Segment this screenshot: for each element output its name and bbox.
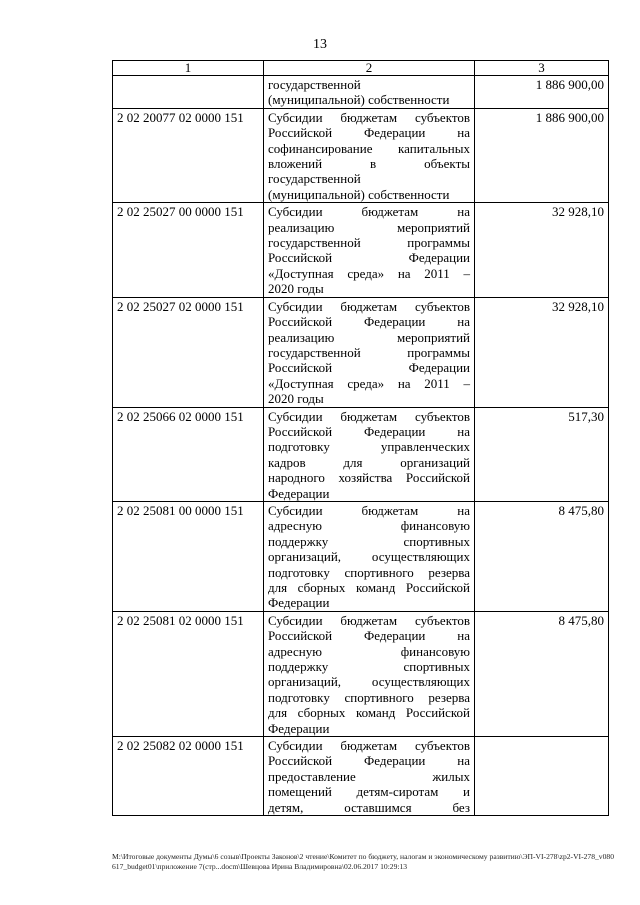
description-line: Федерации <box>268 485 330 501</box>
budget-code-cell: 2 02 25027 02 0000 151 <box>113 297 264 407</box>
description-line: кадров для организаций <box>268 454 470 470</box>
description-line: вложений в объекты <box>268 156 470 172</box>
description-line: организаций, осуществляющих <box>268 549 470 565</box>
description-line: для сборных команд Российской <box>268 580 470 595</box>
budget-code-cell: 2 02 20077 02 0000 151 <box>113 108 264 202</box>
description-line: для сборных команд Российской <box>268 705 470 721</box>
table-row <box>113 611 609 736</box>
table-row <box>113 108 609 202</box>
budget-code-cell: 2 02 25081 00 0000 151 <box>113 501 264 611</box>
description-line: поддержку спортивных <box>268 659 470 675</box>
budget-code-cell <box>113 76 264 109</box>
description-line: государственной <box>268 77 361 92</box>
description-line: подготовку спортивного резерва <box>268 689 470 705</box>
description-line: Российской Федерации <box>268 250 470 266</box>
description-line: предоставление жилых <box>268 768 470 784</box>
description-cell <box>264 76 475 109</box>
amount-cell: 32 928,10 <box>475 203 609 297</box>
description-line: Федерации <box>268 595 330 611</box>
amount-cell: 1 886 900,00 <box>475 76 609 109</box>
description-line: детям, оставшимся без <box>268 799 470 815</box>
amount-cell: 32 928,10 <box>475 297 609 407</box>
description-line: Российской Федерации на <box>268 314 470 330</box>
description-line: Субсидии бюджетам субъектов <box>268 612 470 628</box>
description-line: Субсидии бюджетам субъектов <box>268 738 470 754</box>
description-line: Российской Федерации на <box>268 753 470 769</box>
budget-code-cell: 2 02 25066 02 0000 151 <box>113 407 264 501</box>
description-line: адресную финансовую <box>268 518 470 534</box>
description-line: 2020 годы <box>268 281 324 297</box>
description-line: подготовку управленческих <box>268 439 470 455</box>
budget-code-cell: 2 02 25082 02 0000 151 <box>113 737 264 816</box>
description-line: (муниципальной) собственности <box>268 186 450 202</box>
table-row <box>113 76 609 109</box>
amount-cell: 8 475,80 <box>475 611 609 736</box>
description-line: реализацию мероприятий <box>268 219 470 235</box>
description-cell <box>264 108 475 202</box>
description-line: народного хозяйства Российской <box>268 470 470 486</box>
description-line: Российской Федерации на <box>268 628 470 644</box>
column-header-description: 2 <box>264 61 475 76</box>
description-line: поддержку спортивных <box>268 533 470 549</box>
description-line: государственной программы <box>268 344 470 360</box>
description-line: 2020 годы <box>268 391 324 407</box>
description-cell <box>264 501 475 611</box>
table-body <box>113 76 609 816</box>
amount-cell <box>475 737 609 816</box>
document-path-footer: М:\Итоговые документы Думы\6 созыв\Проекты Законов\2 чтение\Комитет по бюджету, налогам и экономическому развитию\ЭП-VI-278\zp2-VI-278_v080617_budget01\приложение 7(стр...docm\Шевцова Ирина Владимировна\02.06.2017 10:29:13 <box>112 852 614 871</box>
description-line: Субсидии бюджетам субъектов <box>268 109 470 125</box>
table-row <box>113 407 609 501</box>
column-header-amount: 3 <box>475 61 609 76</box>
description-line: адресную финансовую <box>268 643 470 659</box>
description-cell <box>264 737 475 816</box>
description-cell <box>264 203 475 297</box>
description-line: Российской Федерации <box>268 360 470 376</box>
description-line: государственной программы <box>268 235 470 251</box>
description-line: софинансирование капитальных <box>268 140 470 156</box>
description-line: Российской Федерации на <box>268 125 470 141</box>
description-line: «Доступная среда» на 2011 – <box>268 265 470 281</box>
amount-cell: 1 886 900,00 <box>475 108 609 202</box>
description-line: Субсидии бюджетам субъектов <box>268 298 470 314</box>
table-row <box>113 297 609 407</box>
description-cell <box>264 407 475 501</box>
description-line: организаций, осуществляющих <box>268 674 470 690</box>
page-number: 13 <box>313 37 327 52</box>
amount-cell: 517,30 <box>475 407 609 501</box>
description-line: подготовку спортивного резерва <box>268 564 470 580</box>
table-row <box>113 501 609 611</box>
table-row <box>113 203 609 297</box>
description-cell <box>264 297 475 407</box>
column-header-code: 1 <box>113 61 264 76</box>
budget-code-cell: 2 02 25081 02 0000 151 <box>113 611 264 736</box>
amount-cell: 8 475,80 <box>475 501 609 611</box>
description-line: Российской Федерации на <box>268 423 470 439</box>
budget-code-cell: 2 02 25027 00 0000 151 <box>113 203 264 297</box>
description-line: «Доступная среда» на 2011 – <box>268 375 470 391</box>
description-line: помещений детям-сиротам и <box>268 784 470 800</box>
description-line: Субсидии бюджетам на <box>268 502 470 518</box>
description-line: Федерации <box>268 720 330 736</box>
budget-table <box>112 60 609 816</box>
description-line: государственной <box>268 171 361 187</box>
table-header-row <box>113 61 609 76</box>
description-line: (муниципальной) собственности <box>268 92 450 108</box>
description-line: Субсидии бюджетам субъектов <box>268 408 470 424</box>
description-line: реализацию мероприятий <box>268 329 470 345</box>
description-cell <box>264 611 475 736</box>
description-line: Субсидии бюджетам на <box>268 204 470 220</box>
table-row <box>113 737 609 816</box>
